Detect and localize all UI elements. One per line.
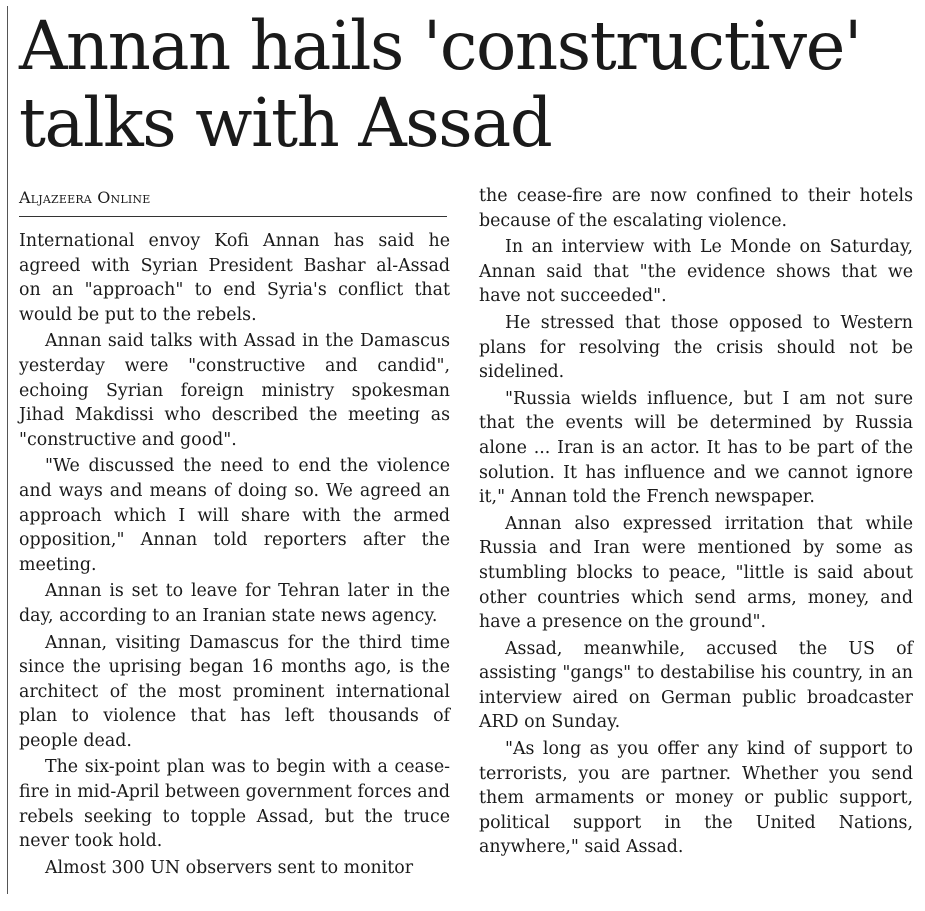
paragraph: "We discussed the need to end the violence and ways and means of doing so. We agreed an approach which I will share with the armed opposition," Annan told reporters after the meeting. [19, 456, 450, 575]
paragraph: Assad, meanwhile, accused the US of assisting "gangs" to destabilise his country, in an interview aired on German public broadcaster ARD on Sunday. [479, 638, 913, 733]
paragraph: Annan also expressed irritation that while Russia and Iran were mentioned by some as stumbling blocks to peace, "little is said about other countries which send arms, money, and have a presence on the ground". [479, 513, 913, 633]
paragraph: Annan said talks with Assad in the Damascus yesterday were "constructive and candid", echoing Syrian foreign ministry spokesman Jihad Makdissi who described the meeting as "constructive and good". [19, 331, 450, 450]
headline [19, 8, 919, 162]
paragraph: the cease-fire are now confined to their hotels because of the escalating violence. [479, 186, 913, 231]
headline-line-2: talks with Assad [19, 84, 552, 162]
paragraph: In an interview with Le Monde on Saturday, Annan said that "the evidence shows that we have not succeeded". [479, 237, 913, 307]
paragraph: International envoy Kofi Annan has said he agreed with Syrian President Bashar al-Assad on an "approach" to end Syria's conflict that would be put to the rebels. [19, 231, 450, 325]
paragraph: Almost 300 UN observers sent to monitor [45, 857, 414, 878]
byline-divider [19, 216, 447, 217]
paragraph: "Russia wields influence, but I am not sure that the events will be determined by Russia alone ... Iran is an actor. It has to be part of the solution. It has influence and we cannot ignore it," Annan told the French newspaper. [479, 388, 913, 508]
article-column-left [19, 229, 450, 882]
paragraph: He stressed that those opposed to Western plans for resolving the crisis should not be sidelined. [479, 312, 913, 383]
column-rule [7, 6, 8, 894]
article-column-right [479, 184, 913, 862]
paragraph: The six-point plan was to begin with a cease-fire in mid-April between government forces and rebels seeking to topple Assad, but the truce never took hold. [19, 757, 450, 852]
byline: Aljazeera Online [19, 188, 151, 207]
paragraph: "As long as you offer any kind of support to terrorists, you are partner. Whether you send them armaments or money or public support, political support in the United Nations, anywhere," said Assad. [479, 739, 913, 858]
paragraph: Annan is set to leave for Tehran later in the day, according to an Iranian state news agency. [19, 581, 450, 626]
headline-line-1: Annan hails 'constructive' [19, 7, 862, 85]
paragraph: Annan, visiting Damascus for the third time since the uprising began 16 months ago, is the architect of the most prominent international plan to violence that has left thousands of people dead. [19, 632, 450, 751]
